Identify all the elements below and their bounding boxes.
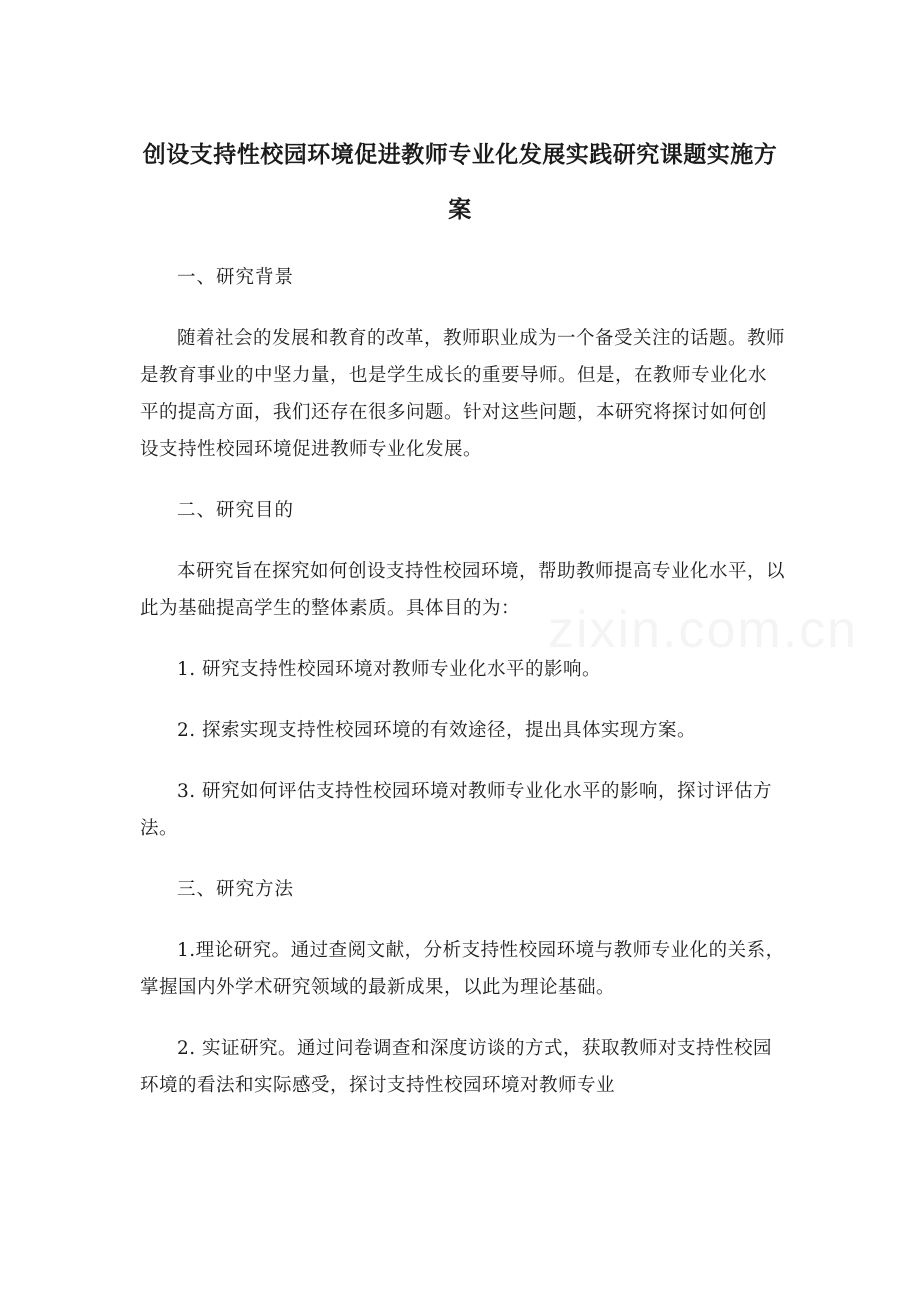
- section-heading-purpose: 二、研究目的: [177, 500, 295, 521]
- list-item-method-1: 1.理论研究。通过查阅文献，分析支持性校园环境与教师专业化的关系，掌握国内外学术研究领域的最新成果，以此为理论基础。: [140, 940, 785, 998]
- list-item-method-2: 2. 实证研究。通过问卷调查和深度访谈的方式，获取教师对支持性校园环境的看法和实际感受，探讨支持性校园环境对教师专业: [140, 1038, 773, 1096]
- list-item-purpose-3: 3. 研究如何评估支持性校园环境对教师专业化水平的影响，探讨评估方法。: [140, 781, 773, 839]
- document-body: [140, 259, 785, 1128]
- document-title: 创设支持性校园环境促进教师专业化发展实践研究课题实施方案: [142, 142, 778, 223]
- paragraph-purpose-intro: 本研究旨在探究如何创设支持性校园环境，帮助教师提高专业化水平，以此为基础提高学生的整体素质。具体目的为：: [140, 561, 786, 619]
- list-item-purpose-2: 2. 探索实现支持性校园环境的有效途径，提出具体实现方案。: [177, 720, 697, 741]
- list-item-purpose-1: 1. 研究支持性校园环境对教师专业化水平的影响。: [177, 659, 602, 680]
- paragraph-background: 随着社会的发展和教育的改革，教师职业成为一个备受关注的话题。教师是教育事业的中坚力量，也是学生成长的重要导师。但是，在教师专业化水平的提高方面，我们还存在很多问题。针对这些问题，本研究将探讨如何创设支持性校园环境促进教师专业化发展。: [140, 328, 786, 460]
- section-heading-methods: 三、研究方法: [177, 879, 295, 900]
- section-heading-background: 一、研究背景: [177, 267, 295, 288]
